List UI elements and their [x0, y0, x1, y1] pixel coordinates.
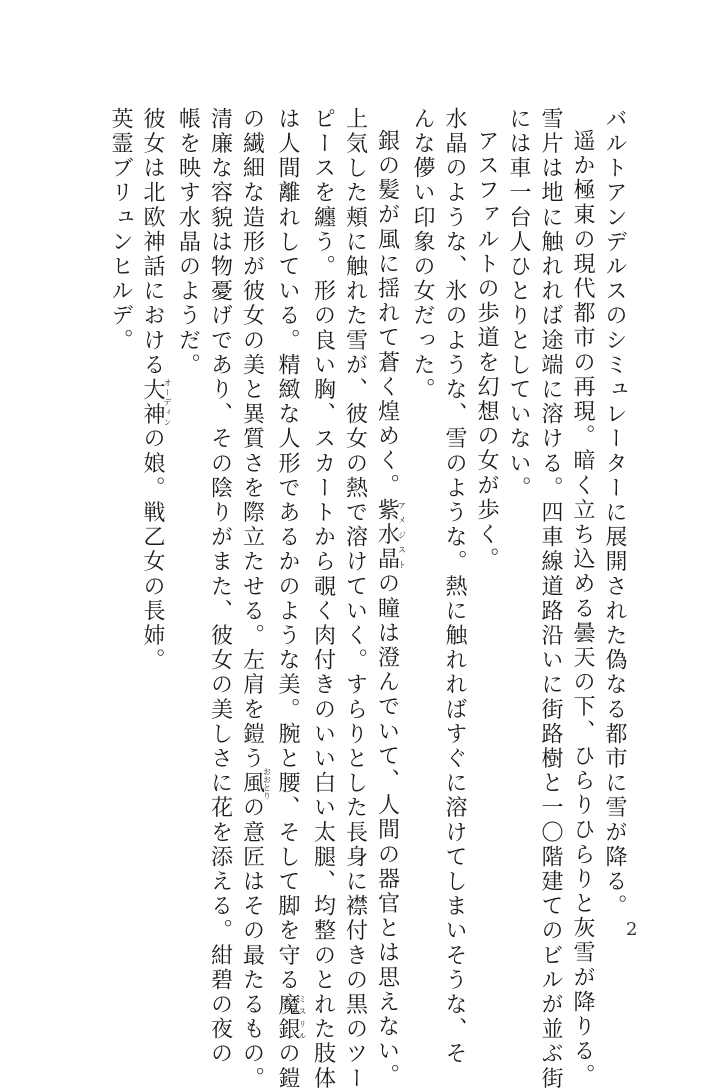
text-line: [566, 107, 598, 1089]
text-segment: 彼女は北欧神話における: [140, 107, 165, 378]
ruby-base: 魔銀: [275, 992, 300, 1042]
text-segment: 雪片は地に触れれば途端に溶ける。四車線道路沿いに街路樹と一〇階建てのビルが並ぶ街: [538, 107, 563, 1091]
text-segment: ピースを纏う。形の良い胸、スカートから覗く肉付きのいい白い太腿、均整のとれた肢体: [310, 107, 336, 1091]
text-line: [136, 107, 172, 947]
ruby-base: 紫水晶: [374, 498, 400, 572]
ruby-reading: ミスリル: [298, 992, 307, 1042]
text-segment: 上気した頬に触れた雪が、彼女の熱で溶けていく。すらりとした長身に襟付きの黒のツー: [342, 107, 368, 1091]
text-segment: の繊細な造形が彼女の美と異質さを際立たせる。左肩を鎧う: [239, 107, 265, 772]
text-line: [307, 107, 339, 1091]
ruby-base: 風: [239, 767, 265, 800]
text-segment: 水晶のような、氷のような、雪のような。熱に触れればすぐに溶けてしまいそうな、そ: [442, 107, 467, 1067]
text-line: [204, 107, 236, 1067]
ruby-annotation: [239, 767, 272, 800]
text-segment: アスファルトの歩道を幻想の女が歩く。: [474, 129, 499, 572]
ruby-annotation: [140, 377, 172, 427]
text-line: [172, 107, 204, 947]
text-segment: 清廉な容貌は物憂げであり、その陰りがまた、彼女の美しさに花を添える。紺碧の夜の: [207, 107, 233, 1067]
ruby-reading: オーディン: [163, 377, 172, 427]
ruby-annotation: [374, 498, 407, 572]
text-line: [470, 107, 502, 947]
text-segment: んな儚い印象の女だった。: [410, 107, 435, 403]
ruby-reading: アメジスト: [397, 498, 407, 572]
text-segment: バルトアンデルスのシミュレーターに展開された偽なる都市に雪が降る。: [602, 107, 627, 919]
text-line: [339, 107, 371, 1091]
text-line: [438, 107, 470, 1067]
text-line: [502, 107, 534, 947]
ruby-annotation: [275, 992, 307, 1042]
text-segment: の意匠はその最たるもの。: [239, 795, 265, 1091]
text-line: [406, 107, 438, 947]
text-segment: 遥か極東の現代都市の再現。暗く立ち込める曇天の下、ひらりひらりと灰雪が降りる。: [570, 129, 595, 1089]
text-line: [371, 107, 407, 1089]
text-segment: の瞳は澄んでいて、人間の器官とは思えない。: [374, 571, 400, 1089]
text-segment: は人間離れしている。精緻な人形であるかのような美。腕と腰、そして脚を守る: [275, 107, 300, 993]
text-line: [236, 107, 272, 1091]
text-segment: の娘。戦乙女の長姉。: [140, 426, 165, 673]
text-segment: 英霊ブリュンヒルデ。: [108, 107, 133, 353]
text-segment: 帳を映す水晶のようだ。: [175, 107, 201, 378]
text-line: [534, 107, 566, 1091]
text-segment: には車一台人ひとりとしていない。: [506, 107, 531, 501]
text-segment: 銀の髪が風に揺れて蒼く煌めく。: [374, 129, 400, 498]
text-line: [104, 107, 136, 947]
text-segment: の鎧: [275, 1041, 300, 1091]
ruby-base: 大神: [140, 377, 165, 427]
text-line: [598, 107, 630, 947]
text-line: [271, 107, 307, 1091]
page-number: 2: [626, 919, 638, 940]
vertical-text-body: [104, 107, 630, 1091]
ruby-reading: おおとり: [262, 767, 272, 800]
